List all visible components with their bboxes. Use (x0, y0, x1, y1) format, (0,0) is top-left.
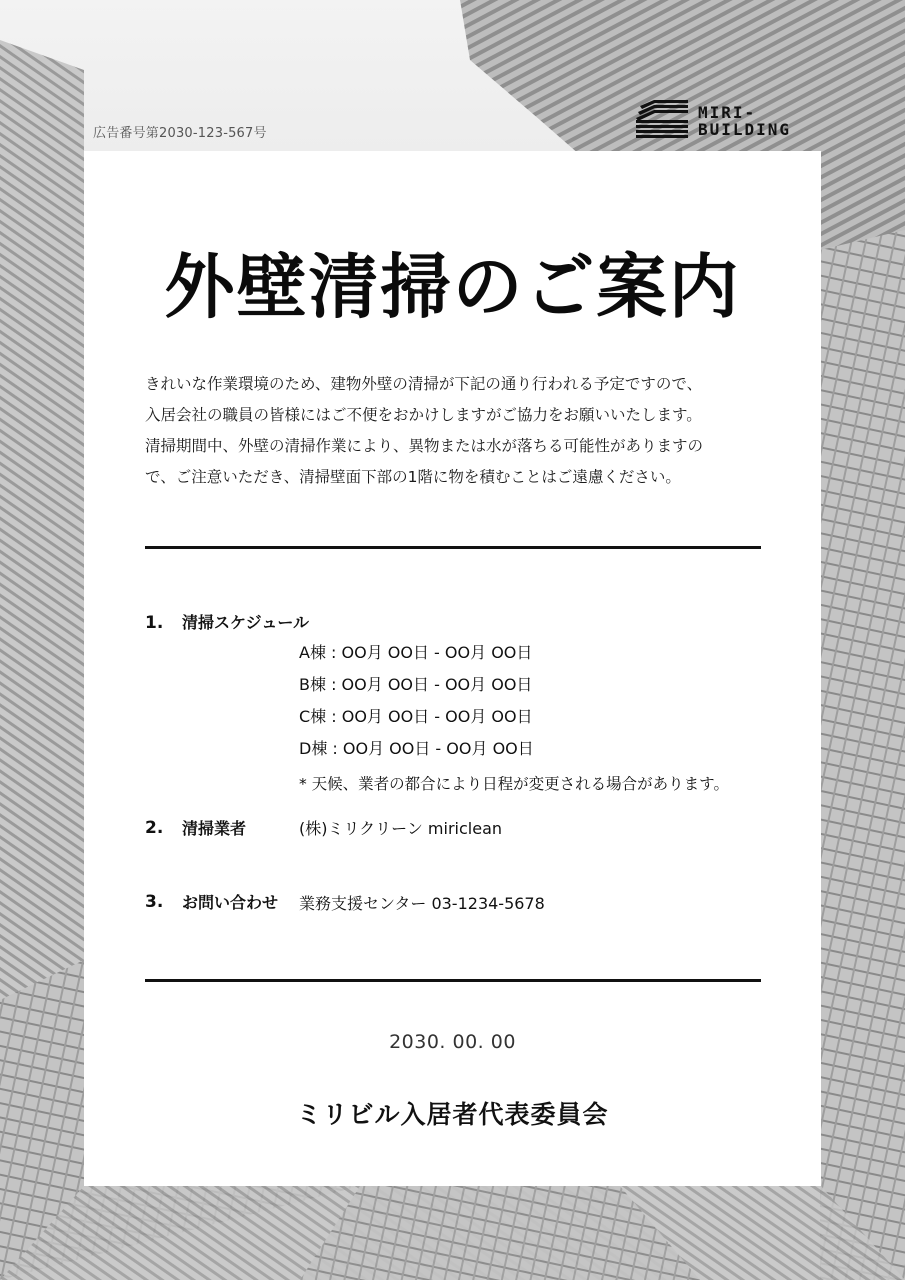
item-label-contractor: 清掃業者 (182, 819, 247, 838)
ad-number: 広告番号第2030-123-567号 (93, 126, 267, 141)
logo-line-1: MIRI- (698, 103, 757, 122)
schedule-line-b: B棟 : OO月 OO日 - OO月 OO日 (299, 675, 533, 694)
schedule-line-a: A棟 : OO月 OO日 - OO月 OO日 (299, 643, 533, 662)
notice-title: 外壁清掃のご案内 (164, 246, 741, 328)
item-number-1: 1. (145, 613, 164, 633)
item-label-contact: お問い合わせ (182, 893, 279, 912)
logo-text (698, 104, 791, 138)
item-value-contact: 業務支援センター 03-1234-5678 (299, 894, 545, 913)
notice-card (84, 151, 821, 1186)
divider-top (145, 546, 761, 549)
logo (636, 100, 808, 142)
schedule-line-d: D棟 : OO月 OO日 - OO月 OO日 (299, 739, 534, 758)
signature-committee: ミリビル入居者代表委員会 (296, 1100, 609, 1129)
schedule-line-c: C棟 : OO月 OO日 - OO月 OO日 (299, 707, 533, 726)
divider-bottom (145, 979, 761, 982)
schedule-note: * 天候、業者の都合により日程が変更される場合があります。 (299, 775, 729, 793)
logo-icon (636, 100, 692, 140)
item-label-schedule: 清掃スケジュール (182, 613, 310, 632)
item-number-3: 3. (145, 892, 164, 912)
logo-line-2: BUILDING (698, 120, 792, 139)
intro-line: 入居会社の職員の皆様にはご不便をおかけしますがご協力をお願いいたします。 (145, 406, 702, 424)
intro-line: で、ご注意いただき、清掃壁面下部の1階に物を積むことはご遠慮ください。 (145, 468, 681, 486)
intro-paragraph (145, 369, 785, 493)
item-value-contractor: (株)ミリクリーン miriclean (299, 819, 503, 838)
item-number-2: 2. (145, 818, 164, 838)
intro-line: きれいな作業環境のため、建物外壁の清掃が下記の通り行われる予定ですので、 (145, 375, 703, 393)
intro-line: 清掃期間中、外壁の清掃作業により、異物または水が落ちる可能性がありますの (145, 437, 704, 455)
notice-date: 2030. 00. 00 (389, 1031, 516, 1053)
